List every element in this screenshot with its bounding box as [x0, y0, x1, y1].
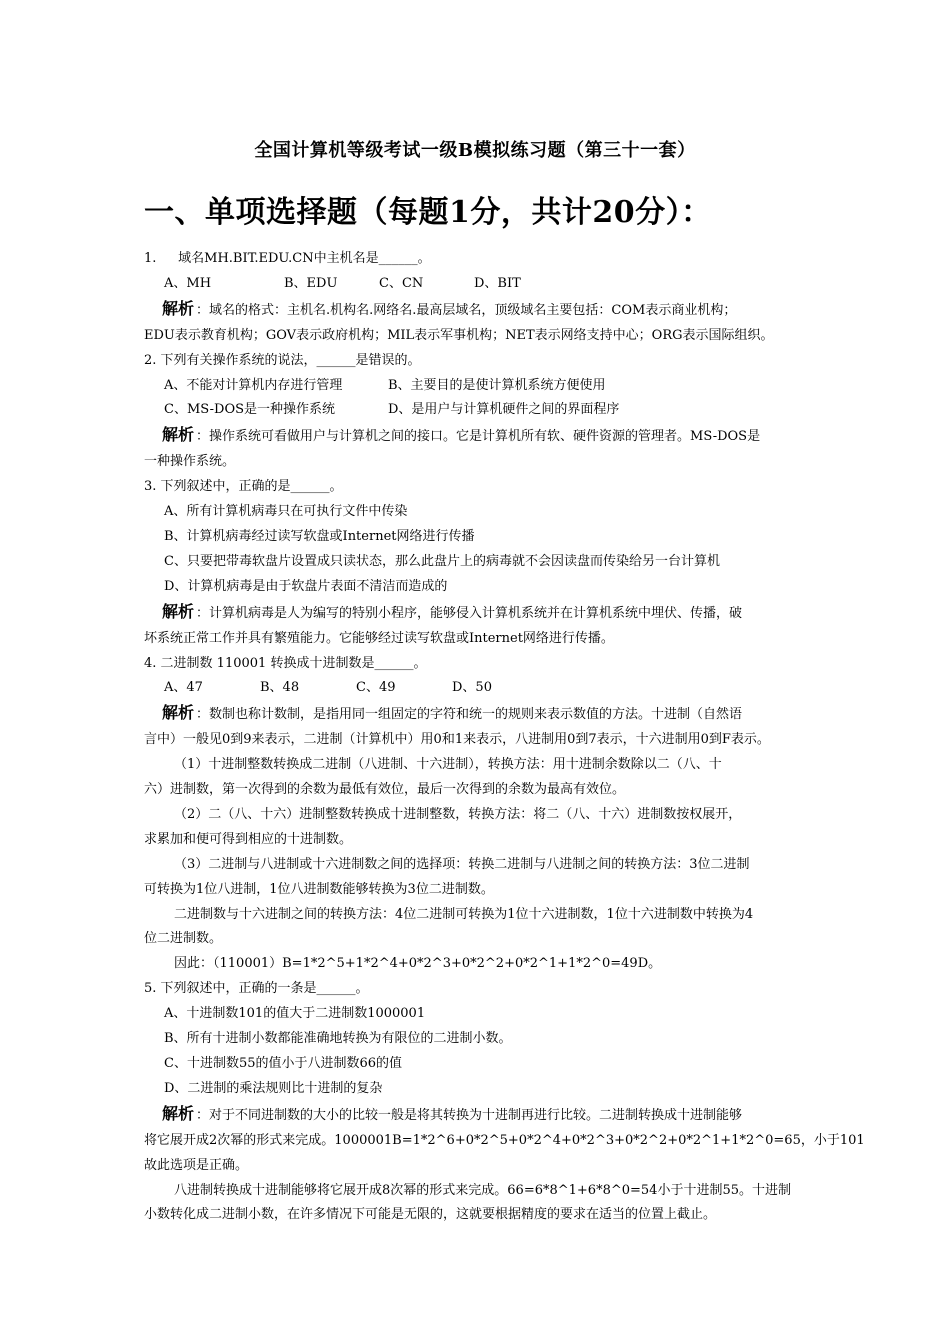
section-heading: 一、单项选择题（每题1分，共计20分）： — [144, 195, 712, 230]
analysis-line: 求累加和便可得到相应的十进制数。 — [144, 831, 353, 847]
analysis-line: 言中）一般见0到9来表示，二进制（计算机中）用0和1来表示，八进制用0到7表示，十六进制用0到F表示。 — [144, 732, 770, 748]
analysis-label: 解析 — [162, 425, 195, 445]
analysis-line: 位二进制数。 — [144, 931, 223, 947]
analysis-label: 解析 — [162, 601, 195, 621]
option: B、主要目的是使计算机系统方便使用 — [388, 377, 606, 393]
option: A、所有计算机病毒只在可执行文件中传染 — [164, 504, 408, 520]
question-3-stem: 3. 下列叙述中，正确的是______。 — [144, 479, 343, 495]
option: D、二进制的乘法规则比十进制的复杂 — [164, 1080, 383, 1096]
document-body — [144, 247, 865, 1228]
option: D、50 — [452, 680, 492, 696]
question-2-options — [144, 374, 814, 399]
analysis-conclusion: 因此：（110001）B=1*2^5+1*2^4+0*2^3+0*2^2+0*2^1+1*2^0=49D。 — [174, 956, 662, 972]
question-3-analysis: 解析 ：计算机病毒是人为编写的特别小程序，能够侵入计算机系统并在计算机系统中埋伏、传播，破 — [162, 601, 743, 621]
question-4-options — [144, 676, 814, 701]
analysis-line: 小数转化成二进制小数，在许多情况下可能是无限的，这就要根据精度的要求在适当的位置上截止。 — [144, 1207, 717, 1223]
analysis-label: 解析 — [162, 298, 195, 318]
option: D、BIT — [474, 275, 521, 291]
option: C、只要把带毒软盘片设置成只读状态，那么此盘片上的病毒就不会因读盘而传染给另一台计算机 — [164, 553, 720, 569]
analysis-label: 解析 — [162, 703, 195, 723]
analysis-line: 故此选项是正确。 — [144, 1157, 249, 1173]
question-1-analysis: 解析 ：域名的格式：主机名.机构名.网络名.最高层域名，顶级域名主要包括：COM表示商业机构； — [162, 298, 737, 318]
option: A、47 — [164, 680, 203, 696]
option: A、不能对计算机内存进行管理 — [164, 377, 343, 393]
option: C、CN — [379, 275, 424, 291]
analysis-line: 将它展开成2次幂的形式来完成。1000001B=1*2^6+0*2^5+0*2^4+0*2^3+0*2^2+0*2^1+1*2^0=65，小于101 — [144, 1132, 865, 1148]
option: C、十进制数55的值小于八进制数66的值 — [164, 1056, 403, 1071]
question-2-stem: 2. 下列有关操作系统的说法，______是错误的。 — [144, 352, 421, 368]
analysis-line: 坏系统正常工作并具有繁殖能力。它能够经过读写软盘或Internet网络进行传播。 — [144, 630, 614, 646]
option: A、MH — [164, 275, 212, 291]
question-2-options — [144, 398, 814, 423]
analysis-paragraph: 二进制数与十六进制之间的转换方法：4位二进制可转换为1位十六进制数，1位十六进制数中转换为4 — [174, 906, 754, 922]
analysis-line: 可转换为1位八进制，1位八进制数能够转换为3位二进制数。 — [144, 881, 494, 897]
analysis-paragraph: （2）二（八、十六）进制整数转换成十进制整数，转换方法：将二（八、十六）进制数按权展开， — [174, 806, 742, 822]
option: A、十进制数101的值大于二进制数1000001 — [164, 1006, 426, 1022]
analysis-label: 解析 — [162, 1103, 195, 1123]
option: C、MS-DOS是一种操作系统 — [164, 402, 336, 418]
question-2-analysis: 解析 ：操作系统可看做用户与计算机之间的接口。它是计算机所有软、硬件资源的管理者。MS-DOS是 — [162, 425, 761, 445]
document-title: 全国计算机等级考试一级B模拟练习题（第三十一套） — [254, 140, 696, 161]
question-4-analysis: 解析 ：数制也称计数制，是指用同一组固定的字符和统一的规则来表示数值的方法。十进制（自然语 — [162, 703, 743, 723]
option: B、计算机病毒经过读写软盘或Internet网络进行传播 — [164, 528, 475, 544]
option: D、是用户与计算机硬件之间的界面程序 — [388, 402, 620, 418]
analysis-line: 六）进制数，第一次得到的余数为最低有效位，最后一次得到的余数为最高有效位。 — [144, 782, 626, 798]
question-1-options — [144, 272, 814, 297]
question-5-analysis: 解析 ：对于不同进制数的大小的比较一般是将其转换为十进制再进行比较。二进制转换成十进制能够 — [162, 1103, 743, 1123]
question-5-stem: 5. 下列叙述中，正确的一条是______。 — [144, 981, 369, 997]
analysis-paragraph: 八进制转换成十进制能够将它展开成8次幂的形式来完成。66=6*8^1+6*8^0=54小于十进制55。十进制 — [174, 1182, 791, 1198]
analysis-paragraph: （1）十进制整数转换成二进制（八进制、十六进制），转换方法：用十进制余数除以二（八、十 — [174, 757, 722, 773]
option: B、48 — [260, 680, 300, 696]
analysis-line: 一种操作系统。 — [144, 454, 236, 470]
option: D、计算机病毒是由于软盘片表面不清洁而造成的 — [164, 578, 448, 594]
question-4-stem: 4. 二进制数 110001 转换成十进制数是______。 — [144, 655, 427, 671]
analysis-paragraph: （3）二进制与八进制或十六进制数之间的选择项：转换二进制与八进制之间的转换方法：3位二进制 — [174, 856, 750, 872]
analysis-line: EDU表示教育机构；GOV表示政府机构；MIL表示军事机构；NET表示网络支持中心；ORG表示国际组织。 — [144, 327, 774, 343]
question-1-stem: 1. 域名MH.BIT.EDU.CN中主机名是______。 — [144, 251, 431, 266]
option: B、EDU — [284, 275, 338, 291]
option: C、49 — [356, 680, 396, 696]
option: B、所有十进制小数都能准确地转换为有限位的二进制小数。 — [164, 1031, 512, 1047]
